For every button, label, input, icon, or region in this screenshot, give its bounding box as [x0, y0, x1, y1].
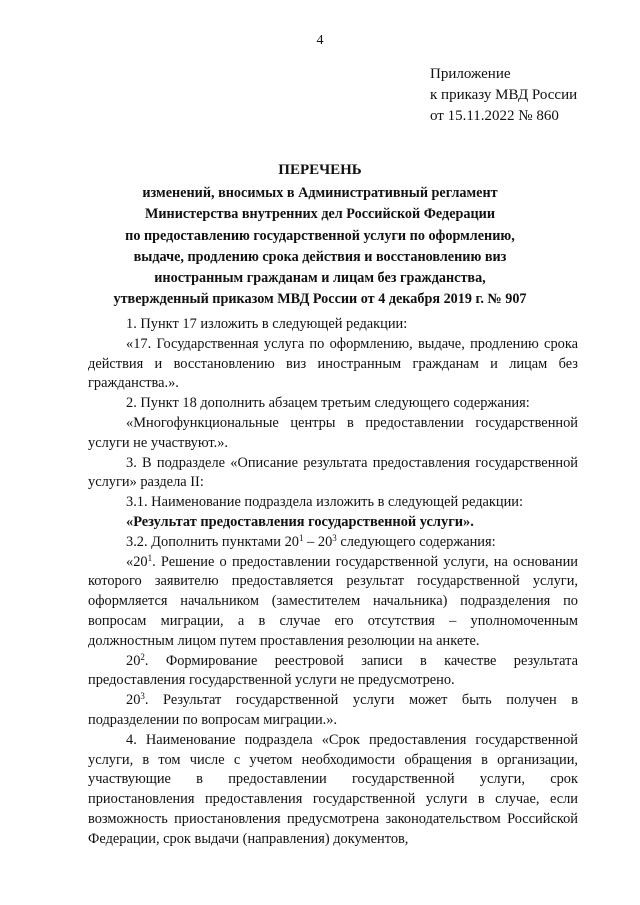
item-20-2: $20^2$. Формирование реестровой записи в качестве результата предоставления государственной услуги не предусмотрено.: [88, 651, 578, 689]
item-3: 3. В подразделе «Описание результата предоставления государственной услуги» раздела II:: [88, 454, 578, 491]
item-20-3: $20^3$. Результат государственной услуги может быть получен в подразделении по вопросам миграции.».: [88, 691, 578, 728]
item-3-1-text: «Результат предоставления государственной услуги».: [126, 513, 474, 530]
appendix-line-2: к приказу МВД России: [430, 87, 578, 103]
subtitle-line: изменений, вносимых в Административный регламент: [142, 185, 498, 201]
document-title: ПЕРЕЧЕНЬ: [278, 162, 362, 178]
item-3-2: 3.2. Дополнить пунктами $20^1 - 20^3$ следующего содержания:: [126, 532, 496, 550]
document-body: [88, 315, 578, 850]
subtitle-line: утвержденный приказом МВД России от 4 декабря 2019 г. № 907: [113, 291, 527, 308]
document-subtitle: [60, 183, 580, 311]
subtitle-line: по предоставлению государственной услуги по оформлению,: [125, 227, 515, 244]
item-20-1: «$20^1$. Решение о предоставлении государственной услуги, на основании которого заявителю предоставляется результат государственной услуги, оформляется начальником (заместителем начальника) подразделения по вопросам миграции, а в случае его отсутствия – уполномоченным должностным лицом путем проставления резолюции на анкете.: [88, 552, 578, 649]
appendix-line-3: от 15.11.2022 № 860: [430, 108, 559, 124]
item-1-text: «17. Государственная услуга по оформлению, выдаче, продлению срока действия и восстановлению виз иностранным гражданам и лицам без гражданства.».: [88, 335, 578, 392]
appendix-line-1: Приложение: [430, 66, 511, 82]
item-1: 1. Пункт 17 изложить в следующей редакции:: [126, 316, 408, 332]
subtitle-line: иностранным гражданам и лицам без гражданства,: [154, 270, 486, 287]
appendix-header: [430, 64, 577, 127]
item-3-1: 3.1. Наименование подраздела изложить в следующей редакции:: [126, 494, 524, 511]
page-number: 4: [316, 33, 324, 48]
item-2: 2. Пункт 18 дополнить абзацем третьим следующего содержания:: [126, 395, 530, 412]
item-4: 4. Наименование подраздела «Срок предоставления государственной услуги, в том числе с учетом необходимости обращения в организации, участвующие в предоставлении государственной услуги, срок приостановления предоставления государственной услуги в случае, если возможность приостановления предусмотрена законодательством Российской Федерации, срок выдачи (направления) документов,: [88, 731, 578, 847]
item-2-text: «Многофункциональные центры в предоставлении государственной услуги не участвуют.».: [88, 414, 578, 451]
subtitle-line: выдаче, продлению срока действия и восстановлению виз: [133, 248, 507, 265]
subtitle-line: Министерства внутренних дел Российской Федерации: [144, 206, 496, 223]
